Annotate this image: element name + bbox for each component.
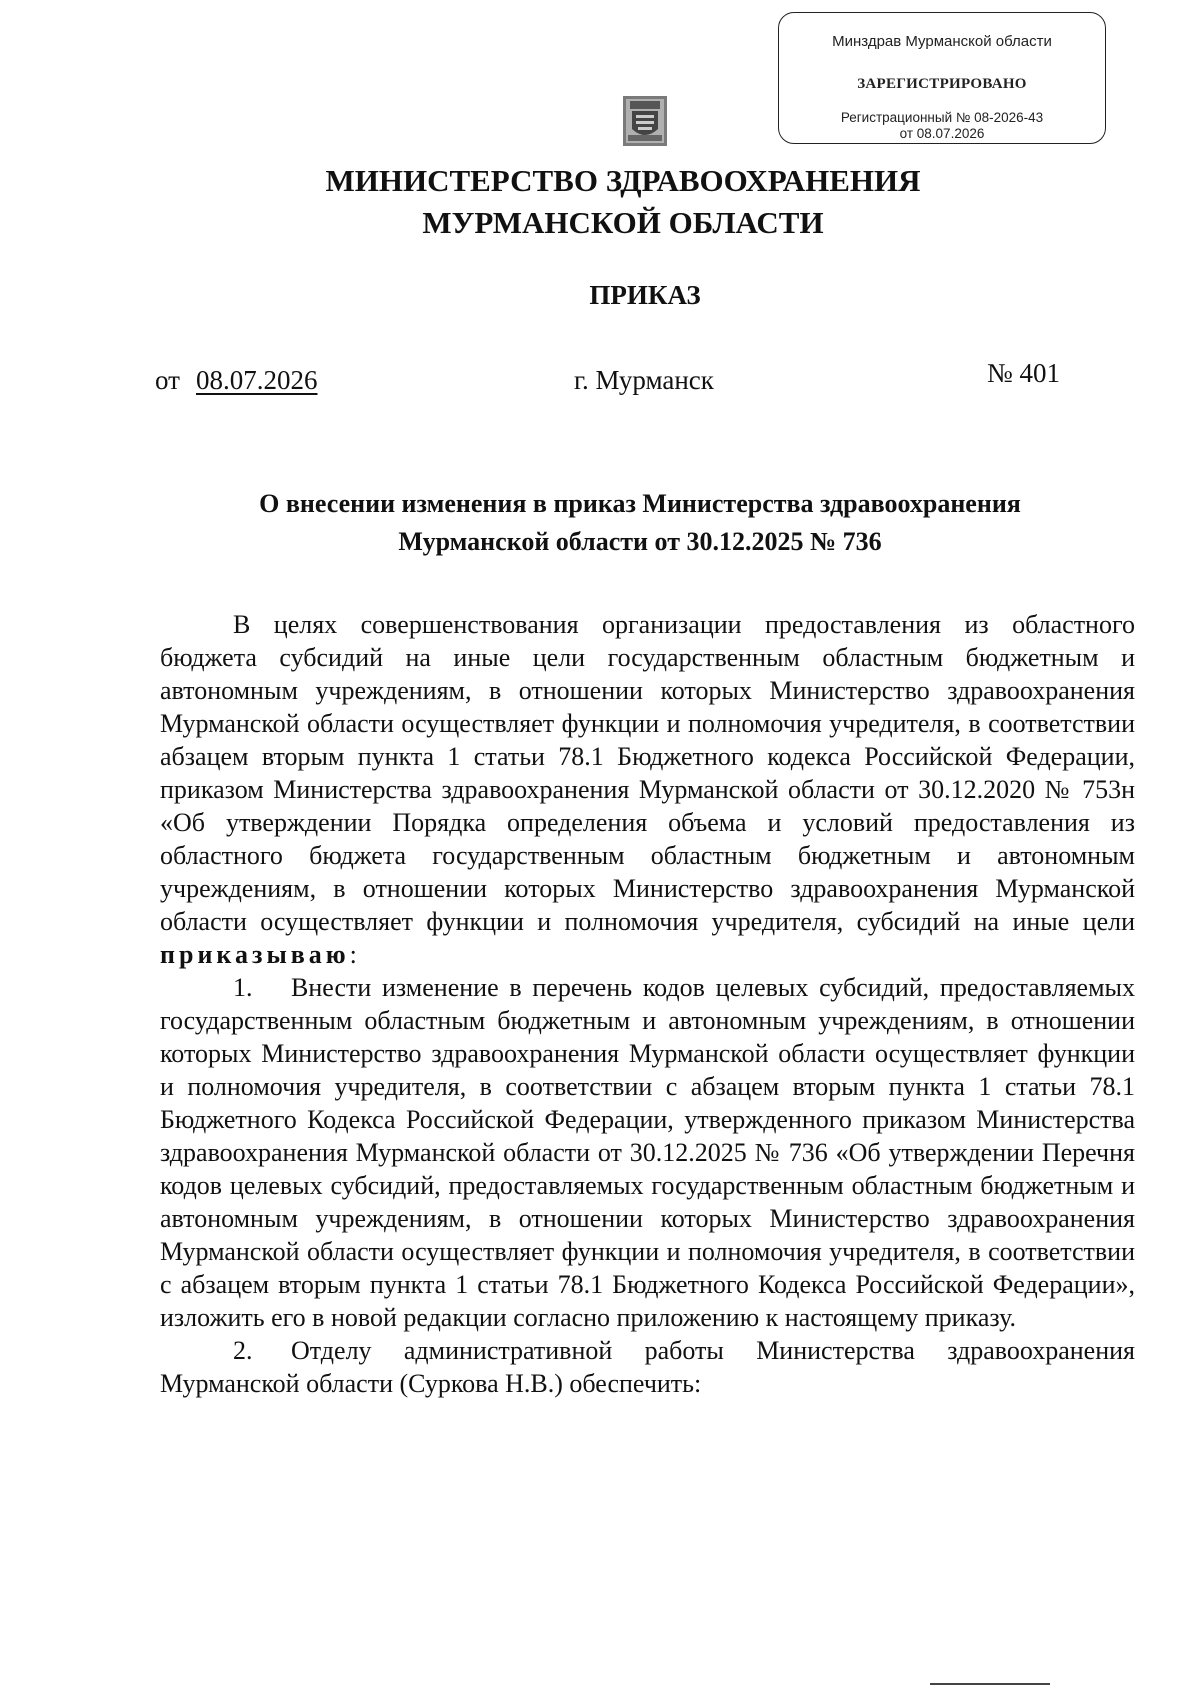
order-word: приказываю	[160, 940, 350, 969]
order-date: 08.07.2026	[196, 365, 318, 395]
stamp-number-line: Регистрационный № 08-2026-43	[840, 110, 1044, 125]
stamp-date-line: от 08.07.2026	[899, 126, 985, 141]
item-number: 2.	[233, 1336, 253, 1365]
document-type: ПРИКАЗ	[589, 280, 701, 310]
list-item	[160, 971, 1135, 1334]
ministry-name	[0, 160, 1200, 244]
stamp-registration-number	[779, 110, 1105, 142]
stamp-organization: Минздрав Мурманской области	[832, 33, 1052, 50]
order-number: № 401	[987, 358, 1061, 388]
page-edge-mark	[930, 1683, 1050, 1685]
preamble-text: В целях совершенствования организации предоставления из областного бюджета субсидий на иные цели государственным областным бюджетным и автономным учреждениям, в отношении которых Министерство здравоохранения Мурманской области осуществляет функции и полномочия учредителя, в соответствии абзацем вторым пункта 1 статьи 78.1 Бюджетного кодекса Российской Федерации, приказом Министерства здравоохранения Мурманской области от 30.12.2020 № 753н «Об утверждении Порядка определения объема и условий предоставления из областного бюджета государственным областным бюджетным и автономным учреждениям, в отношении которых Министерство здравоохранения Мурманской области осуществляет функции и полномочия учредителя, субсидий на иные цели	[160, 610, 1135, 936]
ministry-line-2: МУРМАНСКОЙ ОБЛАСТИ	[422, 205, 824, 240]
preamble-paragraph	[160, 608, 1135, 971]
item-text: Внести изменение в перечень кодов целевых субсидий, предоставляемых государственным областным бюджетным и автономным учреждениям, в отношении которых Министерство здравоохранения Мурманской области осуществляет функции и полномочия учредителя, в соответствии с абзацем вторым пункта 1 статьи 78.1 Бюджетного Кодекса Российской Федерации, утвержденного приказом Министерства здравоохранения Мурманской области от 30.12.2025 № 736 «Об утверждении Перечня кодов целевых субсидий, предоставляемых государственным областным бюджетным и автономным учреждениям, в отношении которых Министерство здравоохранения Мурманской области осуществляет функции и полномочия учредителя, в соответствии с абзацем вторым пункта 1 статьи 78.1 Бюджетного Кодекса Российской Федерации», изложить его в новой редакции согласно приложению к настоящему приказу.	[160, 973, 1135, 1332]
date-prefix: от	[155, 365, 180, 395]
order-colon: :	[349, 940, 357, 969]
registration-stamp	[778, 12, 1106, 144]
ministry-line-1: МИНИСТЕРСТВО ЗДРАВООХРАНЕНИЯ	[325, 163, 921, 198]
list-item	[160, 1334, 1135, 1400]
coat-of-arms-icon	[622, 95, 668, 147]
item-text: Отделу административной работы Министерства здравоохранения Мурманской области (Суркова Н.В.) обеспечить:	[160, 1336, 1135, 1398]
title-line-1: О внесении изменения в приказ Министерства здравоохранения	[259, 489, 1021, 518]
city: г. Мурманск	[574, 365, 714, 395]
document-title	[150, 485, 1130, 561]
title-line-2: Мурманской области от 30.12.2025 № 736	[398, 527, 882, 556]
stamp-status: ЗАРЕГИСТРИРОВАНО	[857, 76, 1027, 92]
item-number: 1.	[233, 973, 253, 1002]
document-body	[160, 608, 1135, 1400]
